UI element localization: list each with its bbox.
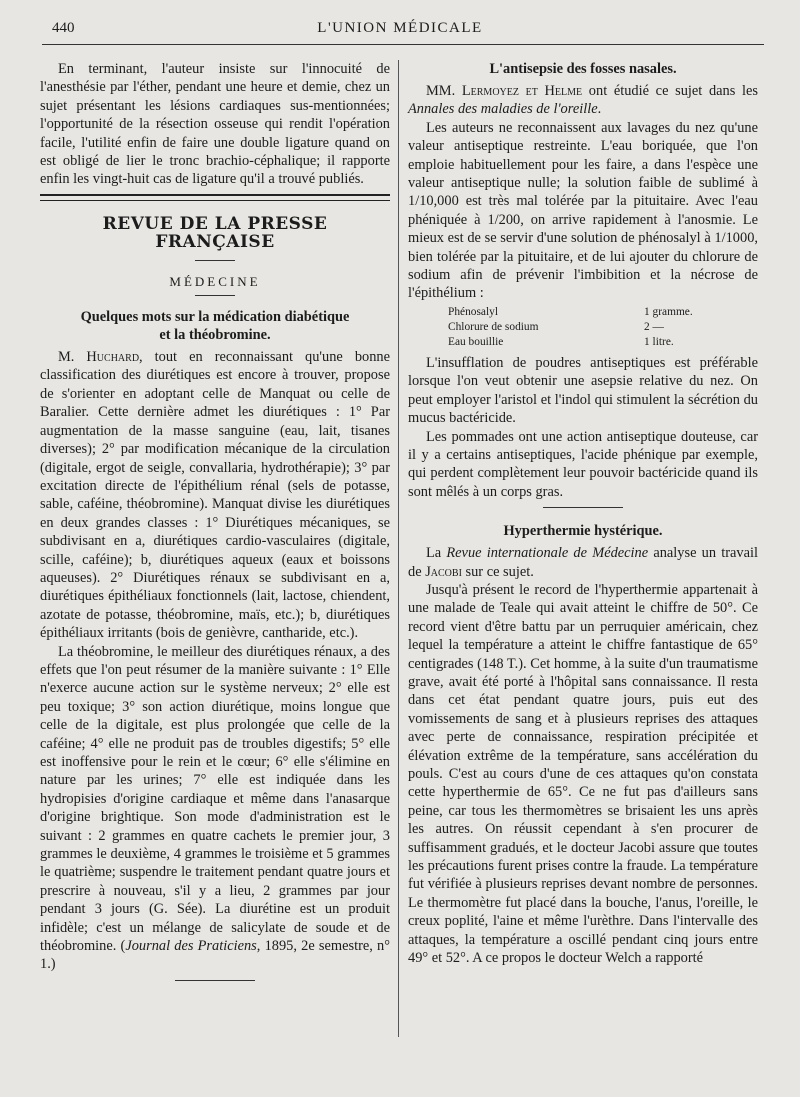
- article-title-diabetique: [40, 308, 390, 344]
- author-name: Jacobi: [425, 563, 462, 580]
- title-rule: [195, 260, 235, 261]
- paragraph-huchard: [40, 348, 390, 643]
- paragraph-text: analyse un travail de: [408, 545, 758, 580]
- recipe-ingredient: Eau bouillie: [448, 335, 504, 348]
- recipe-row: [448, 320, 708, 335]
- author-name: M. Huchard: [58, 349, 140, 366]
- paragraph-theobromine: [40, 643, 390, 974]
- recipe-ingredient: Chlorure de sodium: [448, 320, 539, 333]
- recipe-row: [448, 335, 708, 350]
- author-names: MM. Lermoyez et Helme: [426, 83, 583, 99]
- column-divider: [398, 60, 399, 1037]
- article-title-line: Quelques mots sur la médication diabétique: [80, 309, 350, 326]
- paragraph-pommades: Les pommades ont une action antiseptique douteuse, car il y a certains antiseptiques, l'acide phénique par exemple, qui perdent complètement leur pouvoir bactéricide quand ils sont mêlés à un corps gras.: [408, 428, 758, 500]
- paragraph-record: Jusqu'à présent le record de l'hyperthermie appartenait à une malade de Teale qui avait atteint le chiffre de 50°. Ce record vient d'être battu par un perruquier américain, chez lequel la température a atteint le chiffre fantastique de 65° centigrades (148 T.). Cet homme, à la suite d'un traumatisme grave, avait été porté à l'hôpital sans connaissance. Il resta dans cet état pendant quatre jours, puis eut des vomissements de sang et à plusieurs reprises des attaques avec perte de connaissance, respiration précipitée et élévation extrême de la température, sans accélération du pouls. C'est au cours d'une de ces attaques qu'on constata cette hyperthermie de 65°. Ce ne fut pas d'ailleurs sans peine, car tous les thermomètres se brisaient les uns après les autres. On réussit cependant à s'en procurer de suffisamment gradués, et le docteur Jacobi assure que toutes les précautions furent prises contre la fraude. La température fut vérifiée à plusieurs reprises devant nombre de personnes. Le thermomètre fut placé dans la bouche, l'anus, l'oreille, le creux poplité, l'aine et même l'urèthre. Dans l'intervalle des attaques, la température a oscillé pendant cinq jours entre 49° et 52°. A ce propos le docteur Welch a rapporté: [408, 581, 758, 967]
- recipe-quantity: 1 litre.: [644, 335, 674, 348]
- article-end-rule: [175, 980, 255, 981]
- citation-end: , 1895, 2e semestre, n° 1.): [40, 938, 390, 973]
- paragraph-text: ont étudié ce sujet dans les: [582, 83, 758, 99]
- left-column: [40, 60, 390, 987]
- paragraph-insufflation: L'insufflation de poudres antiseptiques est préférable lorsque l'on veut obtenir une asepsie relative du nez. On peut employer l'aristol et l'indol qui stimulent la sécrétion du mucus bactéricide.: [408, 354, 758, 427]
- recipe-table: [448, 305, 708, 350]
- recipe-ingredient: Phénosalyl: [448, 305, 498, 318]
- journal-title: L'UNION MÉDICALE: [317, 20, 483, 36]
- paragraph-end: .: [597, 101, 602, 118]
- article-end-rule: [543, 507, 623, 508]
- section-title: REVUE DE LA PRESSE FRANÇAISE: [102, 213, 328, 253]
- right-column: [408, 60, 758, 967]
- article-title-line: et la théobromine.: [159, 327, 271, 344]
- citation-journal: Journal des Praticiens: [125, 938, 257, 955]
- running-head: [40, 14, 760, 44]
- intro-paragraph: En terminant, l'auteur insiste sur l'innocuité de l'anesthésie par l'éther, pendant une heure et demie, chez un sujet présentant les lésions cardiaques sus-mentionnées; l'opportunité de la résection osseuse qui rendit l'opération facile, l'utilité enfin de faire une double ligature quand on est obligé de lier le tronc brachio-céphalique; il rapporte enfin les vingt-huit cas de ligature qu'il a trouvé publiés.: [40, 61, 390, 188]
- paragraph-text: , tout en reconnaissant qu'une bonne classification des diurétiques est encore à trouver, propose de s'orienter en adoptant celle de Manquat ou celle de Baralier. Cette dernière admet les diurétiques : 1° Par augmentation de la masse sanguine (eau, lait, tisanes diverses); 2° par modification mécanique de la circulation (digitale, ergot de seigle, convallaria, hydrothérapie); 3° par excitation directe de l'épithélium rénal (sels de potasse, sable, caféine, théobromine). Manquat divise les diurétiques en deux grandes classes : 1° Diurétiques mécaniques, se subdivisant en a, diurétiques cardio-vasculaires (digitale, scille, caféine); b, diurétiques aqueux (eaux et boissons aqueuses). 2° Diurétiques rénaux se subdivisant en a, diurétiques épithéliaux fonctionnels (lait, lactose, chiendent, azotate de potasse, théobromine, maïs, etc.); b, diurétiques épithéliaux irritants (bois de genièvre, cantharide, etc.).: [40, 349, 390, 642]
- paragraph-lermoyez: [408, 82, 758, 119]
- paragraph-lavages: Les auteurs ne reconnaissent aux lavages du nez qu'une valeur antiseptique restreinte. L'eau boriquée, que l'on emploie habituellement pour les faire, a dans l'espèce une valeur antiseptique nulle; la solution faible de sublimé à 1/10,000 est très mal tolérée par la pituitaire. Avec l'eau phéniquée à 1/200, on arrive rapidement à l'anosmie. Le mieux est de se servir d'une solution de phénosalyl à 1/1000, bien tolérée par la pituitaire, et de lui ajouter du chlorure de sodium afin de prévenir l'imbibition et la nécrose de l'épithélium :: [408, 119, 758, 302]
- journal-name: Annales des maladies de l'oreille: [408, 101, 598, 118]
- header-rule: [42, 44, 764, 45]
- recipe-row: [448, 305, 708, 320]
- section-separator: [40, 194, 390, 201]
- paragraph-text: La: [426, 545, 447, 562]
- subtitle-rule: [195, 295, 235, 296]
- paragraph-revue: [408, 544, 758, 581]
- page-number: 440: [52, 20, 75, 36]
- journal-name: Revue internationale de Médecine: [446, 545, 649, 562]
- article-title-antisepsie: L'antisepsie des fosses nasales.: [489, 61, 677, 77]
- recipe-quantity: 1 gramme.: [644, 305, 693, 318]
- article-title-hyperthermie: Hyperthermie hystérique.: [503, 523, 663, 540]
- paragraph-text: La théobromine, le meilleur des diurétiques rénaux, a des effets que l'on peut résumer de la manière suivante : 1° Elle n'exerce aucune action sur le système nerveux; 2° elle est peu toxique; 3° son action diurétique, moins longue que celle de la digitale, est plus prolongée que celle de la caféine; 4° elle ne produit pas de troubles digestifs; 5° elle est inoffensive pour le rein et le cœur; 6° elle s'élimine en nature par les urines; 7° elle est indiquée dans les hydropisies d'origine cardiaque et même dans l'anasarque d'origine brightique. Son mode d'administration est le suivant : 2 grammes en quatre cachets le premier jour, 3 grammes le deuxième, 4 grammes le troisième et 5 grammes le quatrième; suspendre le traitement pendant quatre jours et prescrire à nouveau, s'il y a lieu, 2 grammes par jour pendant 3 jours (G. Sée). La diurétine est un produit infidèle; c'est un mélange de salicylate de soude et de théobromine. (: [40, 643, 390, 955]
- recipe-quantity: 2 —: [644, 320, 664, 333]
- paragraph-end: sur ce sujet.: [461, 563, 534, 580]
- section-subtitle: MÉDECINE: [169, 273, 261, 289]
